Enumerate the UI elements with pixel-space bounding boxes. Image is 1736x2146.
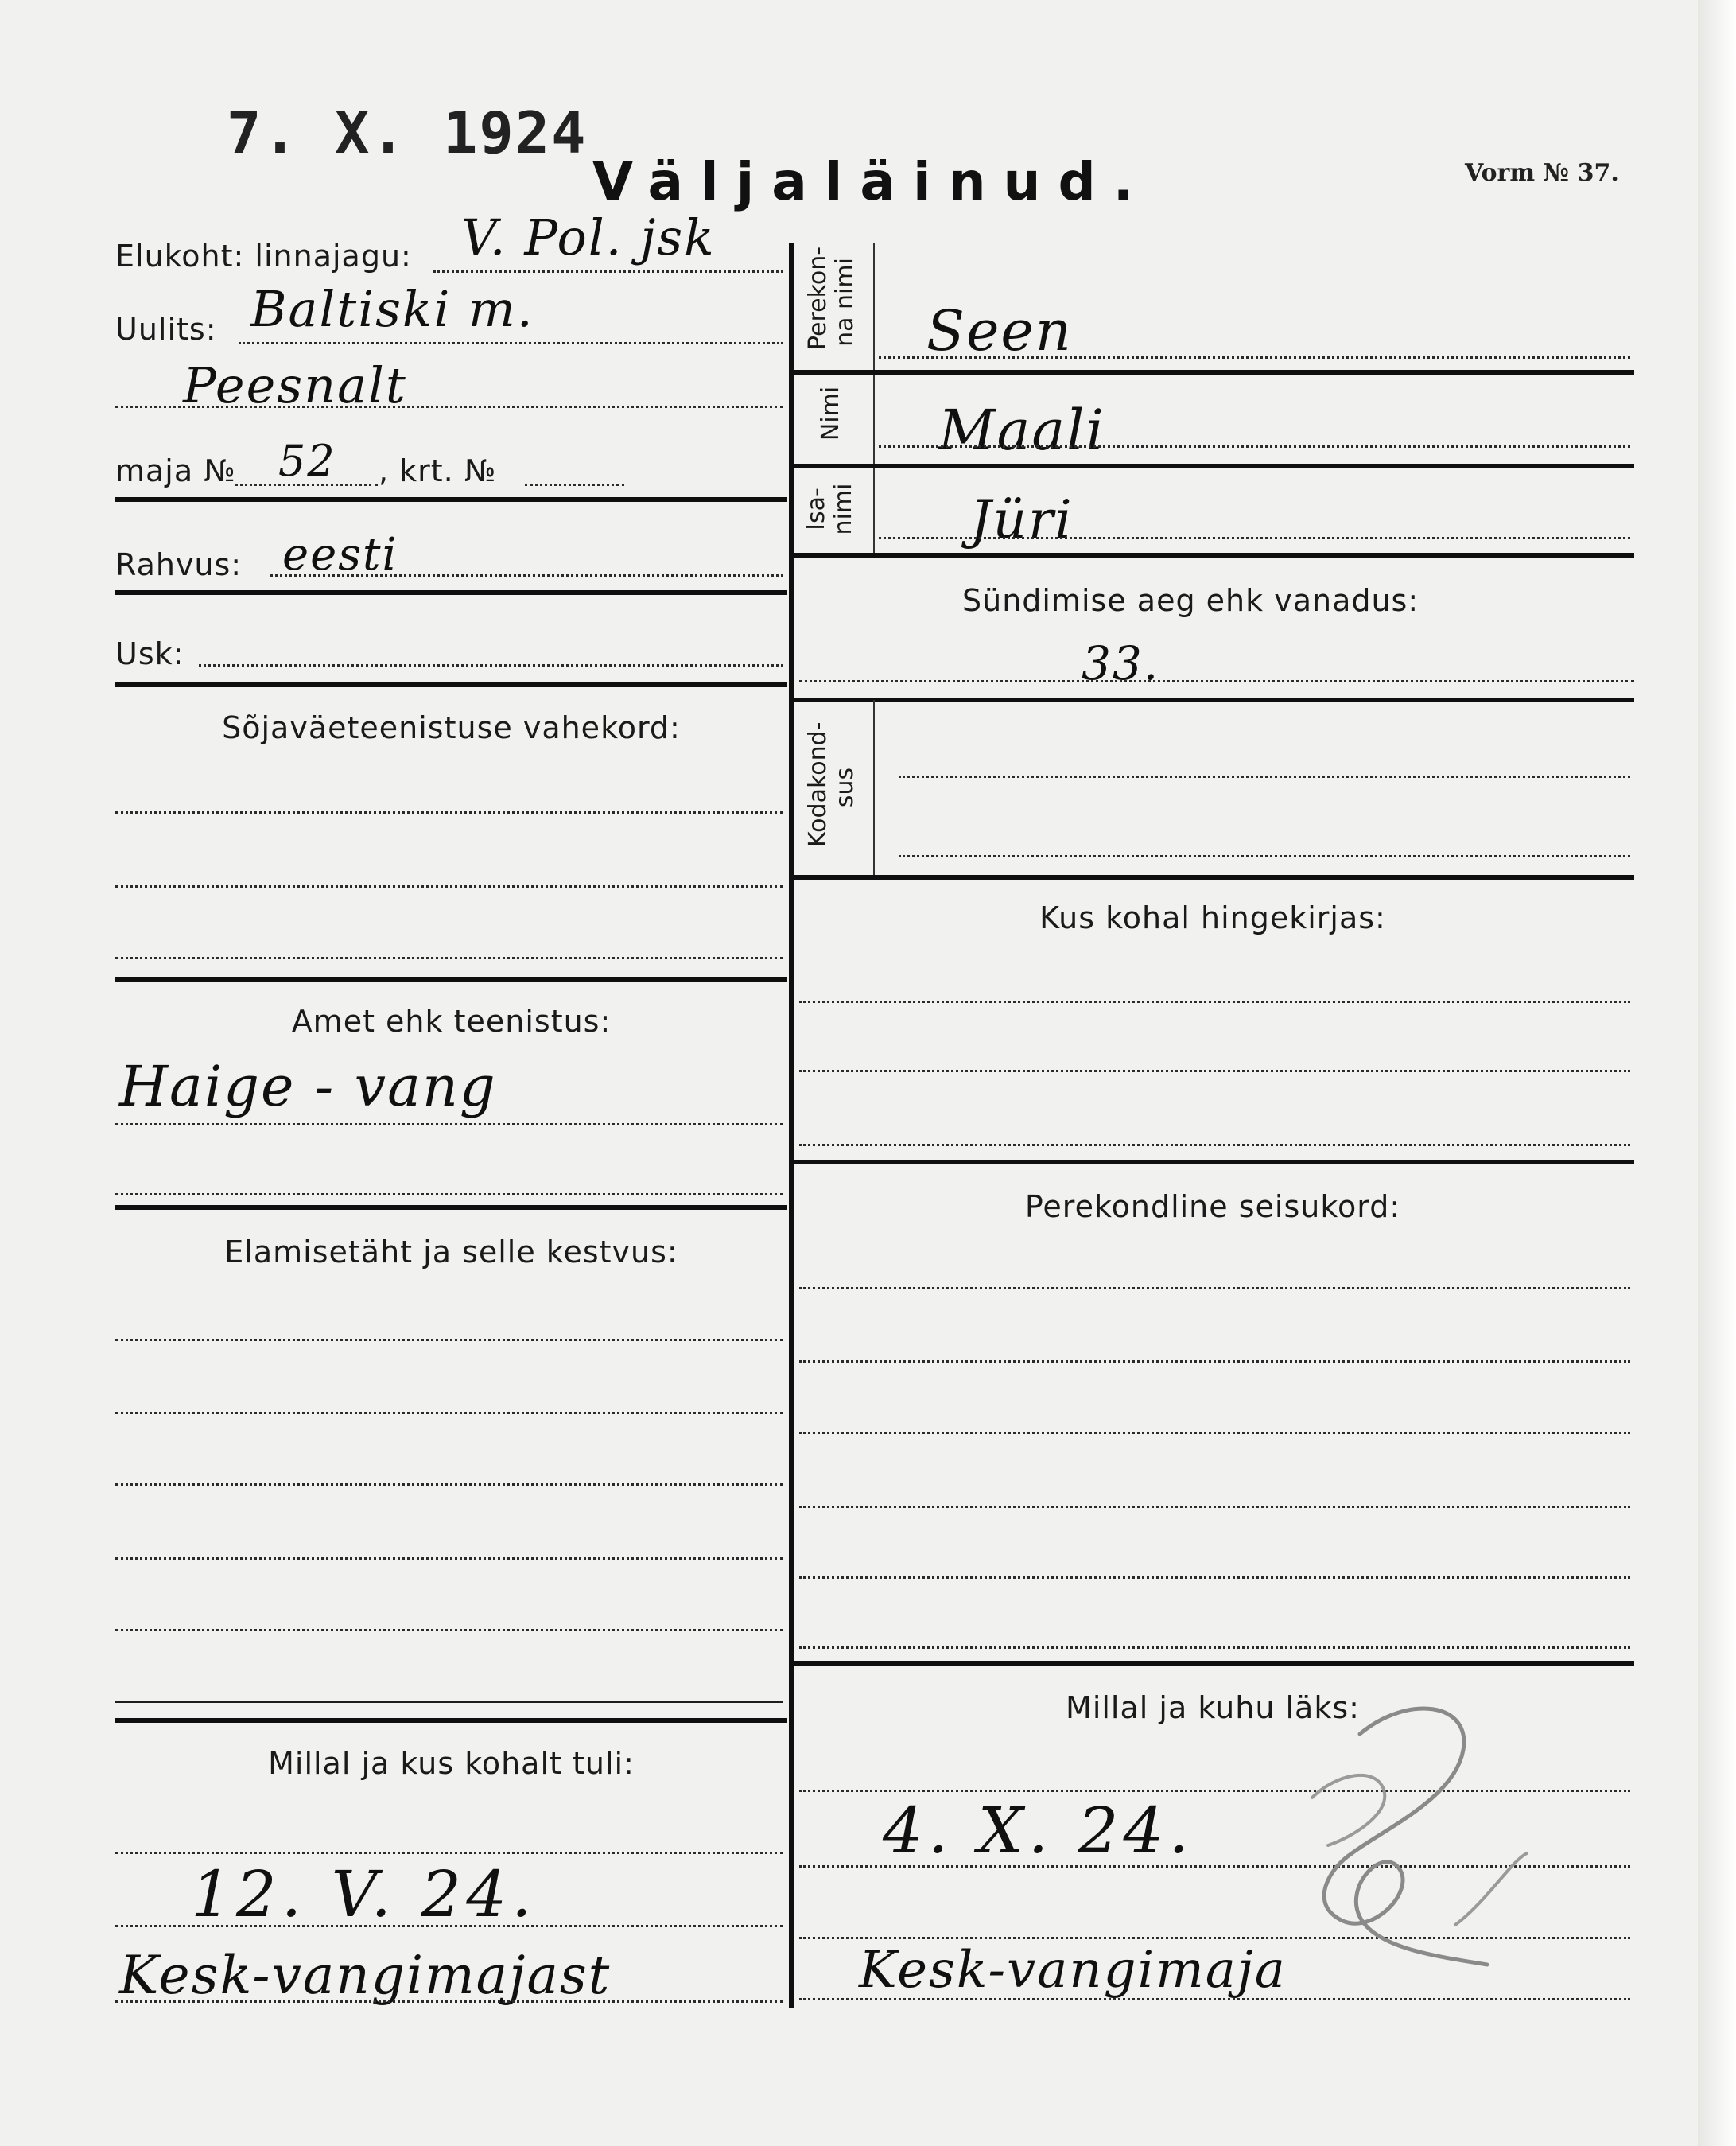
rule [791, 553, 1634, 558]
stamp-date: 7. X. 1924 [227, 99, 588, 166]
rule [115, 1205, 787, 1210]
form-number: Vorm № 37. [1465, 159, 1619, 187]
rahvus-dotline [270, 574, 783, 577]
rahvus-value: eesti [282, 529, 398, 581]
isanimi-label-text: Isa- nimi [802, 483, 857, 535]
sojavae-label: Sõjaväeteenistuse vahekord: [222, 710, 681, 745]
pencil-signature [1264, 1702, 1543, 1996]
perekonnanimi-label-text: Perekon- na nimi [804, 246, 859, 350]
form-title: Väljaläinud. [592, 151, 1151, 212]
millal-tuli-label: Millal ja kus kohalt tuli: [268, 1746, 635, 1781]
perekonnanimi-dotline [879, 356, 1630, 359]
krt-label: , krt. № [379, 453, 497, 488]
amet-dotline-2 [115, 1193, 783, 1195]
rule [791, 1160, 1634, 1164]
elamisetaht-dotline-4 [115, 1557, 783, 1560]
usk-label: Usk: [115, 636, 184, 671]
uulits-value-2: Peesnalt [183, 356, 407, 414]
elamisetaht-label: Elamisetäht ja selle kestvus: [224, 1234, 678, 1269]
millal-tuli-dotline-2 [115, 1925, 783, 1927]
millal-tuli-place: Kesk-vangimajast [119, 1945, 612, 2006]
isanimi-value: Jüri [970, 489, 1074, 550]
millal-tuli-date: 12. V. 24. [191, 1857, 537, 1931]
rule [791, 464, 1634, 468]
perekonnanimi-value: Seen [926, 298, 1073, 363]
hingekiri-dotline-3 [799, 1144, 1630, 1146]
rule [115, 1718, 787, 1723]
perekondline-dotline-6 [799, 1646, 1630, 1649]
perekonnanimi-label [805, 243, 859, 362]
perekondline-dotline-2 [799, 1360, 1630, 1363]
elamisetaht-dotline-1 [115, 1339, 783, 1341]
hingekiri-dotline-2 [799, 1070, 1630, 1072]
sundimise-value: 33. [1082, 636, 1160, 690]
perekondline-dotline-5 [799, 1576, 1630, 1579]
elamisetaht-dotline-2 [115, 1412, 783, 1414]
millal-tuli-dotline-1 [115, 1852, 783, 1854]
sojavae-dotline-2 [115, 885, 783, 888]
maja-label: maja № [115, 453, 236, 488]
amet-label: Amet ehk teenistus: [291, 1004, 612, 1039]
kodakondsus-separator [873, 700, 875, 875]
kodakondsus-dotline-2 [899, 855, 1630, 857]
right-label-separator [873, 243, 875, 553]
rule [115, 497, 787, 502]
isanimi-label [803, 469, 857, 549]
nimi-value: Maali [938, 398, 1105, 463]
rule [115, 1701, 783, 1703]
rule [115, 590, 787, 595]
perekondline-dotline-1 [799, 1287, 1630, 1289]
kodakondsus-dotline-1 [899, 776, 1630, 778]
nimi-label [818, 378, 845, 449]
uulits-dotline-2 [115, 406, 783, 408]
sundimise-dotline [799, 680, 1634, 682]
rule [791, 1661, 1634, 1666]
krt-dotline [525, 484, 624, 486]
millal-laks-dotline-4 [799, 1998, 1630, 2000]
sundimise-label: Sündimise aeg ehk vanadus: [962, 583, 1419, 618]
perekondline-dotline-3 [799, 1432, 1630, 1434]
isanimi-dotline [879, 537, 1630, 539]
sojavae-dotline-1 [115, 811, 783, 814]
uulits-value: Baltiski m. [250, 280, 534, 338]
rule [115, 682, 787, 687]
center-divider [789, 243, 794, 2008]
usk-dotline [199, 664, 783, 667]
hingekiri-label: Kus kohal hingekirjas: [1039, 900, 1386, 935]
millal-laks-date: 4. X. 24. [883, 1794, 1194, 1868]
maja-value: 52 [278, 436, 336, 486]
rahvus-label: Rahvus: [115, 547, 243, 582]
millal-tuli-dotline-3 [115, 2000, 783, 2003]
paper-edge [1698, 0, 1736, 2146]
amet-value: Haige - vang [119, 1054, 497, 1119]
amet-dotline-1 [115, 1123, 783, 1125]
perekondline-dotline-4 [799, 1506, 1630, 1508]
kodakondsus-label [805, 716, 859, 859]
rule [791, 370, 1634, 375]
millal-laks-place: Kesk-vangimaja [859, 1941, 1287, 2000]
sojavae-dotline-3 [115, 957, 783, 959]
kodakondsus-label-text: Kodakond- sus [804, 721, 859, 847]
uulits-dotline [239, 342, 783, 344]
rule [791, 875, 1634, 880]
elamisetaht-dotline-3 [115, 1483, 783, 1486]
uulits-label: Uulits: [115, 312, 217, 347]
millal-laks-label: Millal ja kuhu läks: [1066, 1690, 1360, 1725]
elukoht-dotline [433, 270, 783, 273]
elukoht-label: Elukoht: linnajagu: [115, 239, 412, 274]
rule [791, 698, 1634, 702]
rule [115, 977, 787, 982]
nimi-dotline [879, 445, 1630, 448]
hingekiri-dotline-1 [799, 1001, 1630, 1003]
maja-dotline [235, 484, 378, 486]
elamisetaht-dotline-5 [115, 1629, 783, 1631]
perekondline-label: Perekondline seisukord: [1024, 1189, 1401, 1224]
nimi-label-text: Nimi [817, 386, 845, 441]
elukoht-value: V. Pol. jsk [461, 208, 716, 266]
